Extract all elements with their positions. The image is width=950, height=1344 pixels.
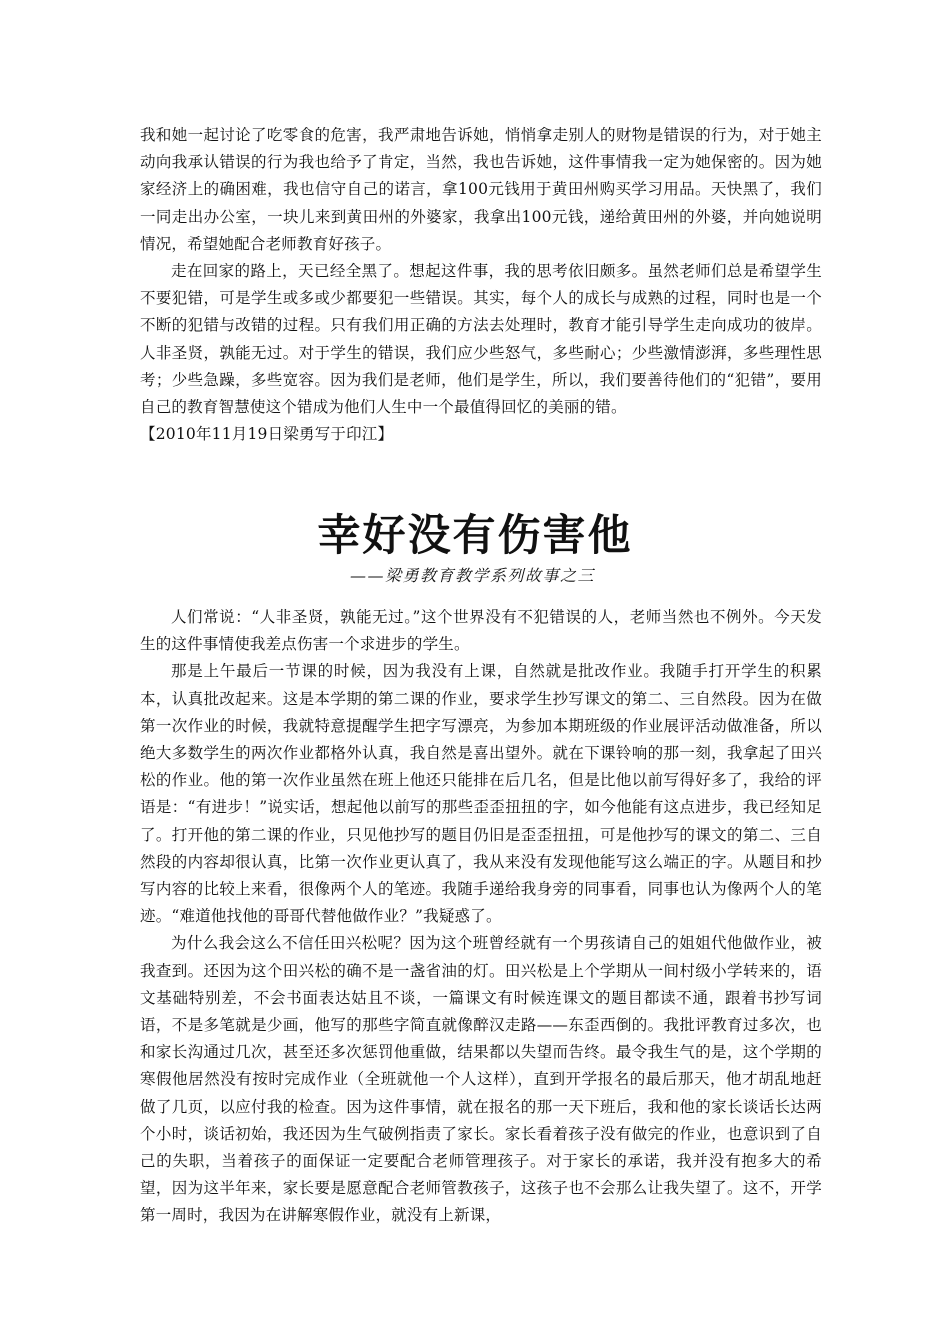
paragraph-1: 我和她一起讨论了吃零食的危害，我严肃地告诉她，悄悄拿走别人的财物是错误的行为，对于她主动向我承认错误的行为我也给予了肯定，当然，我也告诉她，这件事情我一定为她保密的。因为她家经济上的确困难，我也信守自己的诺言，拿100元钱用于黄田州购买学习用品。天快黑了，我们一同走出办公室，一块儿来到黄田州的外婆家，我拿出100元钱，递给黄田州的外婆，并向她说明情况，希望她配合老师教育好孩子。 bbox=[140, 126, 822, 253]
signature-line: 【2010年11月19日梁勇写于印江】 bbox=[140, 425, 394, 444]
article-paragraph-2: 那是上午最后一节课的时候，因为我没有上课，自然就是批改作业。我随手打开学生的积累本，认真批改起来。这是本学期的第二课的作业，要求学生抄写课文的第二、三自然段。因为在做第一次作业的时候，我就特意提醒学生把字写漂亮，为参加本期班级的作业展评活动做准备，所以绝大多数学生的两次作业都格外认真，我自然是喜出望外。就在下课铃响的那一刻，我拿起了田兴松的作业。他的第一次作业虽然在班上他还只能排在后几名，但是比他以前写得好多了，我给的评语是：“有进步！”说实话，想起他以前写的那些歪歪扭扭的字，如今他能有这点进步，我已经知足了。打开他的第二课的作业，只见他抄写的题目仍旧是歪歪扭扭，可是他抄写的课文的第二、三自然段的内容却很认真，比第一次作业更认真了，我从来没有发现他能写这么端正的字。从题目和抄写内容的比较上来看，很像两个人的笔迹。我随手递给我身旁的同事看，同事也认为像两个人的笔迹。“难道他找他的哥哥代替他做作业？”我疑惑了。 bbox=[140, 662, 822, 926]
article-body bbox=[140, 604, 822, 1230]
previous-story-ending bbox=[140, 122, 822, 448]
article-paragraph-3: 为什么我会这么不信任田兴松呢？因为这个班曾经就有一个男孩请自己的姐姐代他做作业，被我查到。还因为这个田兴松的确不是一盏省油的灯。田兴松是上个学期从一间村级小学转来的，语文基础特别差，不会书面表达姑且不谈，一篇课文有时候连课文的题目都读不通，跟着书抄写词语，不是多笔就是少画，他写的那些字简直就像醉汉走路——东歪西倒的。我批评教育过多次，也和家长沟通过几次，甚至还多次惩罚他重做，结果都以失望而告终。最令我生气的是，这个学期的寒假他居然没有按时完成作业（全班就他一个人这样），直到开学报名的最后那天，他才胡乱地赶做了几页，以应付我的检查。因为这件事情，就在报名的那一天下班后，我和他的家长谈话长达两个小时，谈话初始，我还因为生气破例指责了家长。家长看着孩子没有做完的作业，也意识到了自己的失职，当着孩子的面保证一定要配合老师管理孩子。对于家长的承诺，我并没有抱多大的希望，因为这半年来，家长要是愿意配合老师管教孩子，这孩子也不会那么让我失望了。这不，开学第一周时，我因为在讲解寒假作业，就没有上新课， bbox=[140, 934, 822, 1225]
article-title: 幸好没有伤害他 bbox=[317, 511, 633, 561]
article-paragraph-1: 人们常说：“人非圣贤，孰能无过。”这个世界没有不犯错误的人，老师当然也不例外。今天发生的这件事情使我差点伤害一个求进步的学生。 bbox=[140, 608, 822, 654]
article-subtitle: ——梁勇教育教学系列故事之三 bbox=[350, 566, 596, 585]
paragraph-2: 走在回家的路上，天已经全黑了。想起这件事，我的思考依旧颇多。虽然老师们总是希望学生不要犯错，可是学生或多或少都要犯一些错误。其实，每个人的成长与成熟的过程，同时也是一个不断的犯错与改错的过程。只有我们用正确的方法去处理时，教育才能引导学生走向成功的彼岸。人非圣贤，孰能无过。对于学生的错误，我们应少些怒气，多些耐心；少些激情澎湃，多些理性思考；少些急躁，多些宽容。因为我们是老师，他们是学生，所以，我们要善待他们的“犯错”，要用自己的教育智慧使这个错成为他们人生中一个最值得回忆的美丽的错。 bbox=[140, 262, 822, 417]
